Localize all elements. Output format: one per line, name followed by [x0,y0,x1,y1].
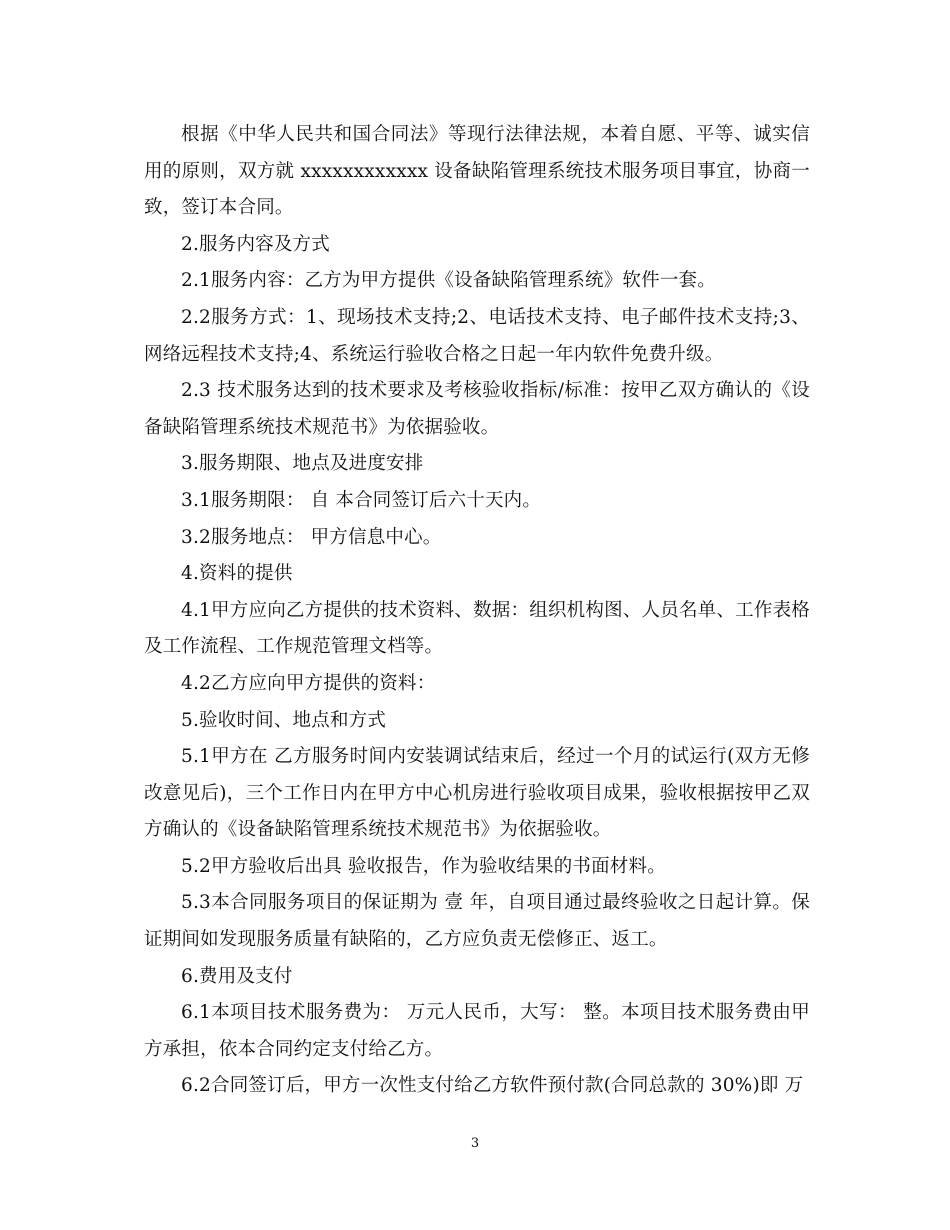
clause-6-1: 6.1本项目技术服务费为： 万元人民币，大写： 整。本项目技术服务费由甲方承担，依本合同约定支付给乙方。 [144,1002,810,1060]
heading-service-period: 3.服务期限、地点及进度安排 [181,453,424,475]
heading-materials: 4.资料的提供 [181,563,293,585]
clause-2-3: 2.3 技术服务达到的技术要求及考核验收指标/标准：按甲乙双方确认的《设备缺陷管理系统技术规范书》为依据验收。 [144,380,810,438]
heading-service-content: 2.服务内容及方式 [181,233,330,255]
document-body [144,117,810,1105]
clause-5-1: 5.1甲方在 乙方服务时间内安装调试结束后，经过一个月的试运行(双方无修改意见后)，三个工作日内在甲方中心机房进行验收项目成果，验收根据按甲乙双方确认的《设备缺陷管理系统技术规范书》为依据验收。 [144,746,810,841]
heading-fees: 6.费用及支付 [181,965,293,987]
page-number: 3 [470,1136,480,1151]
clause-3-2: 3.2服务地点： 甲方信息中心。 [181,526,442,548]
clause-4-2: 4.2乙方应向甲方提供的资料： [181,672,436,694]
clause-4-1: 4.1甲方应向乙方提供的技术资料、数据：组织机构图、人员名单、工作表格及工作流程、工作规范管理文档等。 [144,599,810,658]
clause-3-1: 3.1服务期限： 自 本合同签订后六十天内。 [181,489,542,511]
clause-2-2: 2.2服务方式：1、现场技术支持;2、电话技术支持、电子邮件技术支持;3、网络远程技术支持;4、系统运行验收合格之日起一年内软件免费升级。 [144,306,810,365]
clause-2-1: 2.1服务内容：乙方为甲方提供《设备缺陷管理系统》软件一套。 [181,270,716,292]
heading-acceptance: 5.验收时间、地点和方式 [181,709,387,731]
clause-5-2: 5.2甲方验收后出具 验收报告，作为验收结果的书面材料。 [181,855,666,877]
clause-6-2: 6.2合同签订后，甲方一次性支付给乙方软件预付款(合同总款的 30%)即 万 [181,1075,804,1097]
paragraph-intro: 根据《中华人民共和国合同法》等现行法律法规，本着自愿、平等、诚实信用的原则，双方就 xxxxxxxxxxxx 设备缺陷管理系统技术服务项目事宜，协商一致，签订本合同。 [144,124,810,219]
clause-5-3: 5.3本合同服务项目的保证期为 壹 年，自项目通过最终验收之日起计算。保证期间如发现服务质量有缺陷的，乙方应负责无偿修正、返工。 [144,892,810,951]
